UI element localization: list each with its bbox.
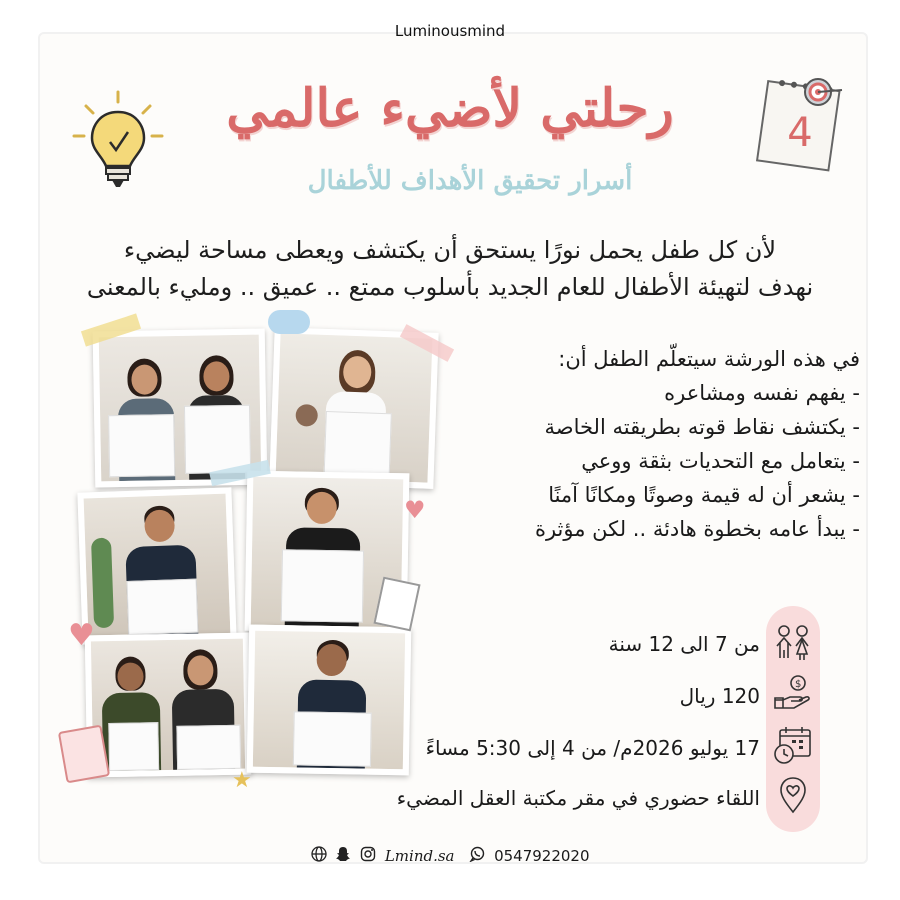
workshop-title: رحلتي لأضيء عالمي	[226, 78, 674, 139]
learning-item: - يشعر أن له قيمة وصوتًا ومكانًا آمنًا	[548, 483, 860, 508]
date-time: 17 يوليو 2026م/ من 4 إلى 5:30 مساءً	[425, 736, 760, 760]
learning-item: - يكتشف نقاط قوته بطريقته الخاصة	[544, 415, 860, 440]
globe-icon	[311, 846, 327, 866]
brand-name: Luminousmind	[394, 22, 506, 40]
cloud-icon	[268, 310, 310, 334]
workshop-photo	[247, 625, 412, 776]
location-pin-icon	[772, 774, 814, 816]
svg-text:$: $	[795, 679, 802, 690]
learning-outcomes	[450, 342, 860, 546]
snapchat-icon	[335, 846, 351, 866]
learning-item: - يبدأ عامه بخطوة هادئة .. لكن مؤثرة	[534, 517, 860, 542]
workshop-photo	[269, 327, 438, 489]
contact-bar	[0, 846, 900, 866]
workshop-photo	[85, 633, 251, 778]
money-hand-icon	[772, 672, 814, 714]
whatsapp-icon	[469, 846, 485, 866]
workshop-subtitle: أسرار تحقيق الأهداف للأطفال	[307, 166, 633, 196]
learning-item: - يتعامل مع التحديات بثقة ووعي	[581, 449, 860, 474]
price: 120 ريال	[679, 684, 760, 708]
location: اللقاء حضوري في مقر مكتبة العقل المضيء	[396, 786, 760, 810]
workshop-photo	[77, 487, 236, 644]
workshop-photo	[93, 329, 268, 488]
intro-line-1: لأن كل طفل يحمل نورًا يستحق أن يكتشف ويعطى مساحة ليضيء	[123, 236, 777, 264]
learning-heading: في هذه الورشة سيتعلّم الطفل أن:	[558, 347, 860, 371]
notebook-icon	[58, 725, 110, 784]
intro-text	[30, 232, 870, 306]
heart-icon: ♥	[68, 618, 95, 653]
intro-line-2: نهدف لتهيئة الأطفال للعام الجديد بأسلوب ممتع .. عميق .. ومليء بالمعنى	[86, 273, 814, 302]
instagram-icon	[360, 846, 376, 866]
star-icon: ★	[232, 768, 252, 793]
heart-icon: ♥	[404, 496, 426, 524]
badge-number: 4	[787, 110, 813, 156]
lightbulb-icon	[70, 88, 166, 196]
social-handle: Lmind.sa	[384, 847, 455, 865]
phone-number: 0547922020	[494, 847, 590, 865]
learning-item: - يفهم نفسه ومشاعره	[664, 381, 860, 406]
children-icon	[772, 622, 814, 664]
calendar-target-icon	[752, 74, 848, 174]
age-range: من 7 الى 12 سنة	[608, 632, 760, 656]
calendar-clock-icon	[772, 724, 814, 766]
